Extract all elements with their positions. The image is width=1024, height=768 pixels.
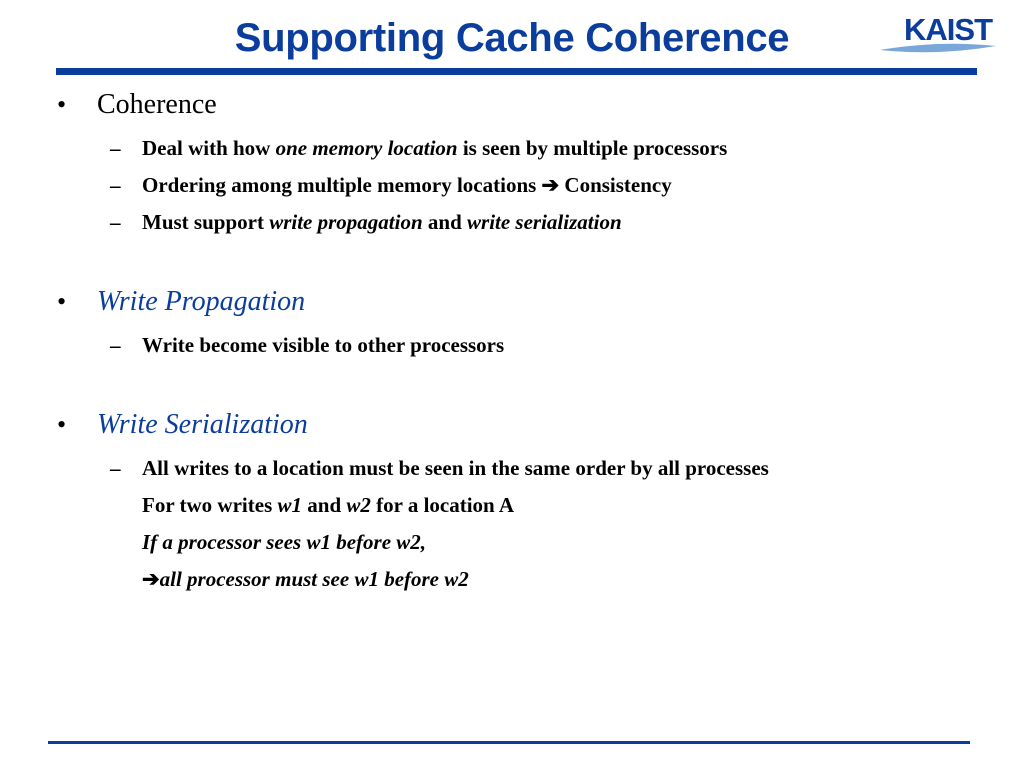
arrow-right-icon: ➔ [142, 567, 160, 591]
dash-icon: – [110, 136, 121, 160]
dash-icon: – [110, 210, 121, 234]
kaist-logo [878, 12, 998, 58]
list-item: Must support write propagation and write serialization [142, 210, 622, 234]
list-item: Deal with how one memory location is seen by multiple processors [142, 136, 728, 160]
title-divider [56, 68, 977, 75]
section-heading-write-serialization: Write Serialization [97, 409, 308, 440]
list-item-continuation: If a processor sees w1 before w2, [142, 530, 427, 554]
slide-title: Supporting Cache Coherence [234, 16, 790, 60]
section-heading-coherence: Coherence [97, 89, 217, 120]
bullet-icon: • [57, 287, 67, 316]
bullet-icon: • [57, 410, 67, 439]
list-item-continuation: ➔all processor must see w1 before w2 [142, 567, 469, 591]
dash-icon: – [110, 173, 121, 197]
footer-divider [48, 741, 970, 744]
list-item: All writes to a location must be seen in the same order by all processes [142, 456, 769, 480]
dash-icon: – [110, 456, 121, 480]
list-item: Ordering among multiple memory locations ➔ Consistency [142, 173, 672, 197]
arrow-right-icon: ➔ [541, 173, 560, 197]
dash-icon: – [110, 333, 121, 357]
bullet-icon: • [57, 90, 67, 119]
section-heading-write-propagation: Write Propagation [97, 286, 306, 317]
kaist-logo-text: KAIST [904, 12, 992, 47]
list-item-continuation: For two writes w1 and w2 for a location A [142, 493, 514, 517]
list-item: Write become visible to other processors [142, 333, 505, 357]
